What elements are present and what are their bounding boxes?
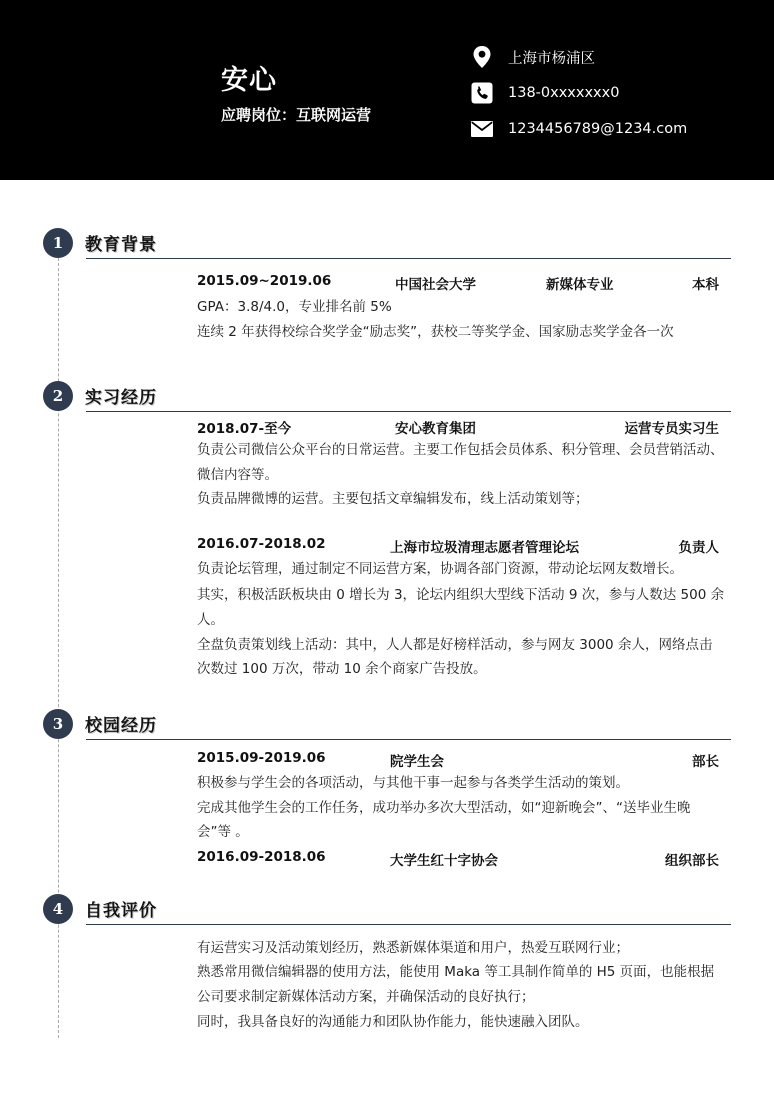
section-divider [86, 739, 731, 740]
contact-phone [471, 79, 619, 107]
resume-header [0, 0, 774, 180]
entry-line: 微信内容等。 [197, 467, 278, 483]
entry-role: 运营专员实习生 [624, 421, 719, 437]
section-divider [86, 411, 731, 412]
entry-company: 安心教育集团 [395, 421, 476, 437]
entry-date: 2018.07-至今 [197, 421, 292, 437]
section-title: 自我评价 [85, 901, 157, 921]
entry-line: 会”等 。 [197, 824, 249, 840]
entry-line: 熟悉常用微信编辑器的使用方法，能使用 Maka 等工具制作简单的 H5 页面，也能根据 [197, 964, 715, 980]
entry-line: 负责公司微信公众平台的日常运营。主要工作包括会员体系、积分管理、会员营销活动、 [197, 442, 724, 458]
internship-entry-heading [197, 536, 719, 558]
entry-line: 有运营实习及活动策划经历，熟悉新媒体渠道和用户，热爱互联网行业； [197, 940, 629, 956]
section-internship-header [43, 381, 733, 413]
section-number: 2 [43, 381, 73, 411]
entry-line: 人。 [197, 612, 224, 628]
internship-entry-heading [197, 417, 719, 439]
entry-line: 连续 2 年获得校综合奖学金“励志奖”，获校二等奖学金、国家励志奖学金各一次 [197, 324, 674, 340]
entry-date: 2016.09-2018.06 [197, 849, 326, 865]
location-pin-icon [471, 46, 493, 68]
section-self-evaluation-header [43, 894, 733, 926]
applied-position: 应聘岗位：互联网运营 [221, 106, 372, 124]
entry-line: 完成其他学生会的工作任务，成功举办多次大型活动，如“迎新晚会”、“送毕业生晚 [197, 800, 691, 816]
contact-phone-text: 138-0xxxxxxx0 [508, 85, 620, 101]
section-title: 教育背景 [85, 235, 157, 255]
entry-school: 中国社会大学 [395, 277, 476, 293]
entry-line: 全盘负责策划线上活动：其中，人人都是好榜样活动，参与网友 3000 余人，网络点击 [197, 637, 713, 653]
education-entry-heading [197, 273, 719, 295]
section-divider [86, 258, 731, 259]
entry-major: 新媒体专业 [546, 277, 614, 293]
entry-date: 2015.09-2019.06 [197, 750, 326, 766]
entry-company: 上海市垃圾清理志愿者管理论坛 [390, 540, 579, 556]
contact-address-text: 上海市杨浦区 [508, 50, 595, 67]
entry-line: 负责品牌微博的运营。主要包括文章编辑发布，线上活动策划等； [197, 491, 589, 507]
section-number: 1 [43, 228, 73, 258]
entry-line: GPA：3.8/4.0，专业排名前 5% [197, 299, 392, 315]
contact-address [471, 43, 595, 71]
entry-org: 大学生红十字协会 [390, 853, 498, 869]
section-title: 实习经历 [85, 388, 157, 408]
entry-date: 2016.07-2018.02 [197, 536, 326, 552]
entry-line: 次数过 100 万次，带动 10 余个商家广告投放。 [197, 661, 487, 677]
entry-line: 负责论坛管理，通过制定不同运营方案，协调各部门资源，带动论坛网友数增长。 [197, 561, 683, 577]
entry-line: 其实，积极活跃板块由 0 增长为 3，论坛内组织大型线下活动 9 次，参与人数达 500 余 [197, 587, 725, 603]
entry-line: 同时，我具备良好的沟通能力和团队协作能力，能快速融入团队。 [197, 1014, 589, 1030]
contact-email-text: 1234456789@1234.com [508, 121, 688, 137]
entry-org: 院学生会 [390, 754, 444, 770]
section-campus-header [43, 709, 733, 741]
section-number: 3 [43, 709, 73, 739]
entry-role: 部长 [692, 754, 719, 770]
campus-entry-heading [197, 849, 719, 871]
contact-email [471, 115, 687, 143]
section-education-header [43, 228, 733, 260]
section-title: 校园经历 [85, 716, 157, 736]
entry-degree: 本科 [692, 277, 719, 293]
section-number: 4 [43, 894, 73, 924]
entry-role: 组织部长 [665, 853, 719, 869]
mail-icon [471, 118, 493, 140]
campus-entry-heading [197, 750, 719, 772]
candidate-name: 安心 [221, 65, 277, 96]
entry-line: 积极参与学生会的各项活动，与其他干事一起参与各类学生活动的策划。 [197, 775, 629, 791]
entry-line: 公司要求制定新媒体活动方案，并确保活动的良好执行； [197, 989, 535, 1005]
phone-icon [471, 82, 493, 104]
entry-date: 2015.09~2019.06 [197, 273, 332, 289]
entry-role: 负责人 [678, 540, 719, 556]
section-divider [86, 924, 731, 925]
